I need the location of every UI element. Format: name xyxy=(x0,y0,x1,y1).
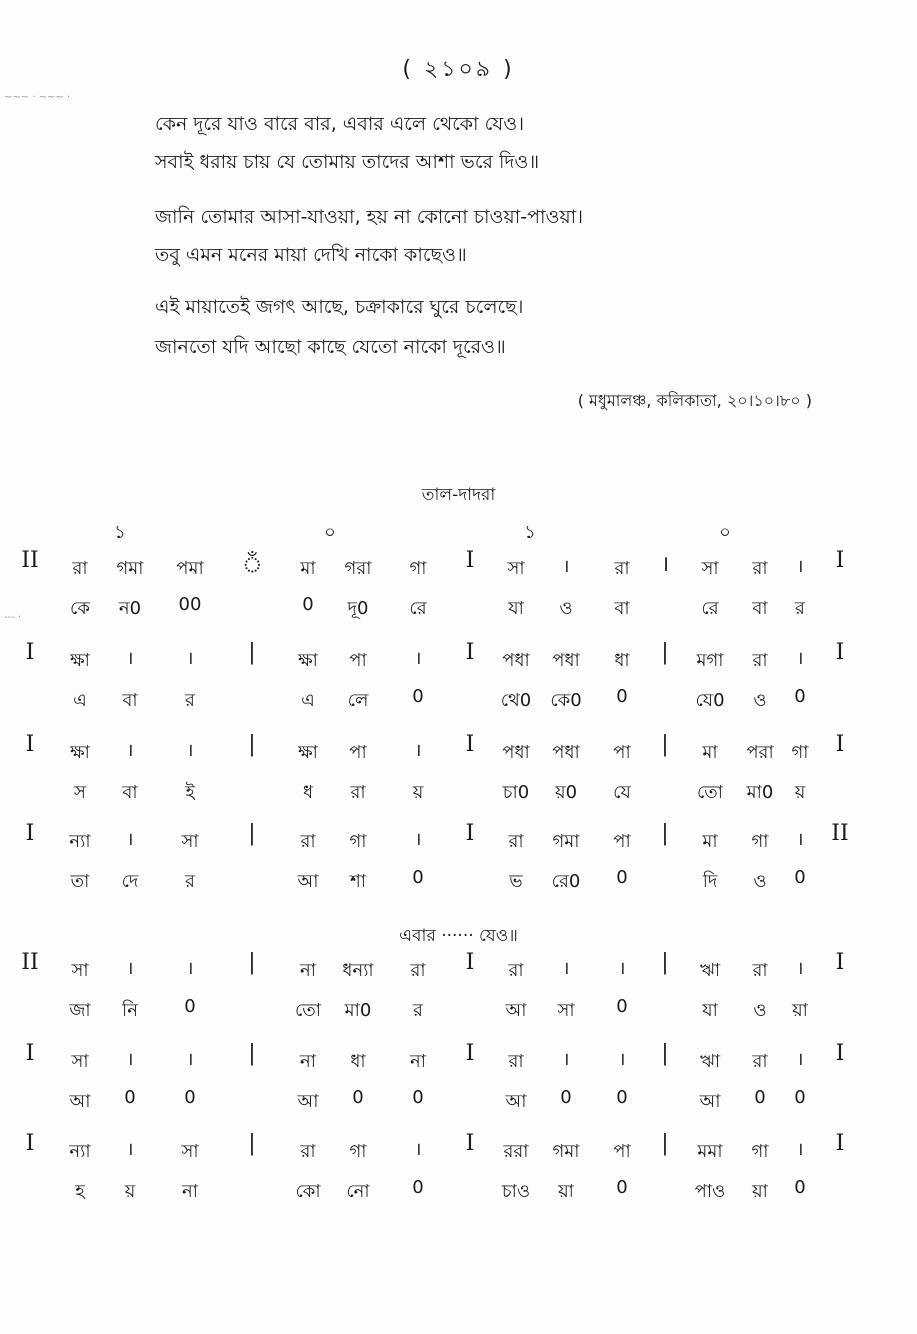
swara-note: ক্ষা xyxy=(298,650,318,671)
lyric-syllable: মা0 xyxy=(746,782,774,803)
swara-note: ক্ষা xyxy=(70,650,90,671)
lyric-syllable: দূ0 xyxy=(347,598,369,619)
swara-note: মা xyxy=(702,742,718,763)
lyric-syllable: ভ xyxy=(509,871,523,892)
swara-note: রা xyxy=(410,960,426,981)
lyric-syllable: 0 xyxy=(184,996,196,1017)
bar-line: I xyxy=(835,732,845,757)
bar-line: | xyxy=(248,1041,256,1066)
swara-note: মগা xyxy=(696,650,724,671)
page-number: ( ২১০৯ ) xyxy=(402,57,515,82)
lyric-syllable: যে0 xyxy=(695,690,725,711)
bar-line: I xyxy=(465,950,475,975)
swara-note: পা xyxy=(349,650,367,671)
swara-note: । xyxy=(796,829,804,850)
swara-note: ন্যা xyxy=(69,1141,91,1162)
lyric-syllable: আ xyxy=(297,1091,319,1112)
swara-note: । xyxy=(126,740,134,761)
bar-line: I xyxy=(835,1131,845,1156)
swara-note: না xyxy=(300,960,316,981)
swara-note: গা xyxy=(349,831,367,852)
swara-note: রা xyxy=(614,558,630,579)
lyric-syllable: য়া xyxy=(792,1000,808,1021)
swara-note: । xyxy=(618,958,626,979)
lyric-syllable: বা xyxy=(614,598,630,619)
bar-line: I xyxy=(465,640,475,665)
swara-note: । xyxy=(414,1139,422,1160)
lyric-syllable: চা0 xyxy=(502,782,530,803)
swara-note: সা xyxy=(71,960,89,981)
swara-note: গমা xyxy=(116,558,144,579)
bar-line: I xyxy=(465,1131,475,1156)
swara-note: রা xyxy=(752,650,768,671)
swara-note: রা xyxy=(72,558,88,579)
swara-note: পধা xyxy=(502,650,530,671)
lyric-syllable: তো xyxy=(696,782,724,803)
bar-line: I xyxy=(465,548,475,573)
swara-note: । xyxy=(186,958,194,979)
lyric-syllable: রে xyxy=(409,598,427,619)
lyric-syllable: 0 xyxy=(184,1087,196,1108)
swara-note: সা xyxy=(71,1051,89,1072)
lyric-syllable: র xyxy=(185,871,195,892)
swara-note: ধা xyxy=(350,1051,366,1072)
swara-note: ধন্যা xyxy=(342,960,374,981)
swara-note: গা xyxy=(349,1141,367,1162)
lyric-syllable: ন0 xyxy=(118,598,142,619)
lyric-syllable: ই xyxy=(185,782,195,803)
swara-note: । xyxy=(562,556,570,577)
lyric-syllable: য় xyxy=(124,1181,136,1202)
swara-note: । xyxy=(126,829,134,850)
lyric-syllable: রে0 xyxy=(551,871,581,892)
swara-note: রা xyxy=(508,1051,524,1072)
bar-line: | xyxy=(248,640,256,665)
swara-note: না xyxy=(300,1051,316,1072)
swara-note: সা xyxy=(507,558,525,579)
lyric-syllable: 0 xyxy=(124,1087,136,1108)
swara-note: রা xyxy=(508,960,524,981)
beat-marker: ১ xyxy=(114,522,126,543)
lyric-line: জানতো যদি আছো কাছে যেতো নাকো দূরেও॥ xyxy=(155,336,506,358)
swara-note: পা xyxy=(349,742,367,763)
lyric-syllable: জা xyxy=(69,1000,91,1021)
lyric-syllable: 0 xyxy=(616,686,628,707)
margin-mark: --- · xyxy=(4,612,22,623)
lyric-syllable: আ xyxy=(297,871,319,892)
lyric-syllable: ও xyxy=(753,690,767,711)
swara-note: । xyxy=(126,1139,134,1160)
lyric-line: তবু এমন মনের মায়া দেখি নাকো কাছেও॥ xyxy=(155,244,467,266)
lyric-syllable: বা xyxy=(122,782,138,803)
bar-line: | xyxy=(661,1131,669,1156)
lyric-syllable: য়0 xyxy=(554,782,578,803)
section-subheading: এবার ······ যেও॥ xyxy=(399,926,518,946)
swara-note: । xyxy=(796,958,804,979)
lyric-syllable: এ xyxy=(73,690,87,711)
lyric-syllable: 0 xyxy=(412,867,424,888)
swara-note: । xyxy=(414,740,422,761)
bar-line: I xyxy=(835,640,845,665)
lyric-syllable: 0 xyxy=(794,1087,806,1108)
bar-line: I xyxy=(25,732,35,757)
swara-note: গমা xyxy=(552,1141,580,1162)
lyric-syllable: 00 xyxy=(178,594,202,615)
lyric-syllable: ধ xyxy=(302,782,314,803)
beat-marker: ০ xyxy=(719,522,731,543)
swara-note: ন্যা xyxy=(69,831,91,852)
lyric-syllable: আ xyxy=(505,1091,527,1112)
bar-line: | xyxy=(661,950,669,975)
swara-note: ক্ষা xyxy=(70,742,90,763)
margin-mark: ~~~ · ~~~ · xyxy=(4,92,71,103)
lyric-syllable: আ xyxy=(699,1091,721,1112)
swara-note: ধা xyxy=(614,650,630,671)
lyric-syllable: র xyxy=(185,690,195,711)
bar-line: I xyxy=(465,1041,475,1066)
swara-note: গরা xyxy=(344,558,372,579)
swara-note: । xyxy=(414,829,422,850)
swara-note: । xyxy=(796,648,804,669)
lyric-line: এই মায়াতেই জগৎ আছে, চক্রাকারে ঘুরে চলেছে। xyxy=(155,296,524,318)
swara-note: গা xyxy=(791,742,809,763)
lyric-syllable: স xyxy=(74,782,86,803)
lyric-syllable: যা xyxy=(702,1000,718,1021)
lyric-syllable: বা xyxy=(122,690,138,711)
lyric-syllable: তা xyxy=(70,871,90,892)
lyric-syllable: নি xyxy=(122,1000,138,1021)
swara-note: গা xyxy=(409,558,427,579)
swara-note: । xyxy=(126,1049,134,1070)
lyric-syllable: 0 xyxy=(616,867,628,888)
lyric-syllable: আ xyxy=(69,1091,91,1112)
lyric-syllable: 0 xyxy=(754,1087,766,1108)
bar-line: I xyxy=(835,950,845,975)
swara-note: । xyxy=(796,556,804,577)
lyric-syllable: কে xyxy=(70,598,90,619)
lyric-syllable: ও xyxy=(753,871,767,892)
lyric-syllable: 0 xyxy=(794,1177,806,1198)
bar-line: | xyxy=(248,950,256,975)
swara-note: পধা xyxy=(552,650,580,671)
swara-note: । xyxy=(618,1049,626,1070)
swara-note: পধা xyxy=(502,742,530,763)
lyric-syllable: 0 xyxy=(794,867,806,888)
swara-note: গা xyxy=(751,831,769,852)
swara-note: । xyxy=(562,958,570,979)
lyric-syllable: রা xyxy=(350,782,366,803)
swara-note: সা xyxy=(181,831,199,852)
swara-note: পরা xyxy=(746,742,774,763)
swara-note: গা xyxy=(751,1141,769,1162)
lyric-syllable: বা xyxy=(752,598,768,619)
bar-line: | xyxy=(661,640,669,665)
swara-note: সা xyxy=(181,1141,199,1162)
lyric-syllable: লে xyxy=(347,690,369,711)
swara-note: পধা xyxy=(552,742,580,763)
lyric-syllable: দি xyxy=(702,871,718,892)
lyric-syllable: য় xyxy=(412,782,424,803)
swara-note: । xyxy=(562,1049,570,1070)
swara-note: । xyxy=(186,648,194,669)
beat-marker: ১ xyxy=(524,522,536,543)
swara-note: ক্ষা xyxy=(298,742,318,763)
swara-note: ঋা xyxy=(699,1051,721,1072)
bar-line: | xyxy=(661,732,669,757)
bar-line: I xyxy=(25,640,35,665)
lyric-syllable: 0 xyxy=(412,686,424,707)
bar-line: I xyxy=(835,548,845,573)
lyric-syllable: নো xyxy=(346,1181,370,1202)
lyric-syllable: র xyxy=(795,598,805,619)
swara-note: রা xyxy=(752,558,768,579)
bar-line: | xyxy=(248,821,256,846)
swara-note: । xyxy=(126,958,134,979)
lyric-syllable: তো xyxy=(294,1000,322,1021)
lyric-syllable: 0 xyxy=(412,1177,424,1198)
swara-note: । xyxy=(126,648,134,669)
swara-note: পা xyxy=(613,831,631,852)
lyric-syllable: যে xyxy=(613,782,631,803)
lyric-syllable: দে xyxy=(121,871,139,892)
lyric-syllable: ও xyxy=(559,598,573,619)
lyric-syllable: হ xyxy=(75,1181,85,1202)
lyric-syllable: থে0 xyxy=(500,690,532,711)
swara-note: রা xyxy=(300,831,316,852)
swara-note: মা xyxy=(702,831,718,852)
lyric-syllable: কো xyxy=(295,1181,321,1202)
bar-line: | xyxy=(248,1131,256,1156)
lyric-line: সবাই ধরায় চায় যে তোমায় তাদের আশা ভরে দিও॥ xyxy=(155,151,540,173)
swara-note: ররা xyxy=(503,1141,529,1162)
lyric-syllable: মা0 xyxy=(344,1000,372,1021)
lyric-syllable: য় xyxy=(794,782,806,803)
swara-note: সা xyxy=(701,558,719,579)
bar-line: | xyxy=(661,1041,669,1066)
lyric-syllable: ও xyxy=(753,1000,767,1021)
swara-note: পমা xyxy=(176,558,204,579)
lyric-syllable: যা xyxy=(508,598,524,619)
lyric-syllable: য়া xyxy=(752,1181,768,1202)
swara-note: পা xyxy=(613,1141,631,1162)
lyric-syllable: 0 xyxy=(302,594,314,615)
bar-line: I xyxy=(465,821,475,846)
lyric-syllable: কে0 xyxy=(550,690,582,711)
lyric-syllable: এ xyxy=(301,690,315,711)
lyric-syllable: পাও xyxy=(694,1181,726,1202)
lyric-syllable: র xyxy=(413,1000,423,1021)
bar-line: I xyxy=(835,1041,845,1066)
bar-line: I xyxy=(25,1131,35,1156)
tala-title: তাল-দাদরা xyxy=(421,485,496,505)
bar-line: I xyxy=(465,732,475,757)
swara-note: ঋা xyxy=(699,960,721,981)
lyric-syllable: 0 xyxy=(616,996,628,1017)
beat-marker: ০ xyxy=(324,522,336,543)
lyric-syllable: চাও xyxy=(501,1181,531,1202)
swara-note: পা xyxy=(613,742,631,763)
swara-note: । xyxy=(186,1049,194,1070)
lyric-line: জানি তোমার আসা-যাওয়া, হয় না কোনো চাওয়া-পাওয়া। xyxy=(155,206,583,228)
bar-line: । xyxy=(660,552,670,577)
lyric-syllable: রে xyxy=(701,598,719,619)
lyric-syllable: শা xyxy=(350,871,366,892)
lyric-syllable: না xyxy=(182,1181,198,1202)
lyric-syllable: 0 xyxy=(352,1087,364,1108)
lyric-syllable: 0 xyxy=(560,1087,572,1108)
swara-note: । xyxy=(796,1139,804,1160)
swara-note: রা xyxy=(752,1051,768,1072)
source-citation: ( মধুমালঞ্চ, কলিকাতা, ২০।১০।৮০ ) xyxy=(577,391,812,410)
swara-note: রা xyxy=(300,1141,316,1162)
swara-note: মমা xyxy=(697,1141,723,1162)
swara-note: রা xyxy=(508,831,524,852)
lyric-syllable: সা xyxy=(557,1000,575,1021)
lyric-syllable: 0 xyxy=(412,1087,424,1108)
lyric-syllable: 0 xyxy=(616,1177,628,1198)
swara-note: রা xyxy=(752,960,768,981)
bar-line: ঁ xyxy=(242,553,263,578)
lyric-syllable: 0 xyxy=(794,686,806,707)
bar-line: II xyxy=(831,821,849,846)
swara-note: গমা xyxy=(552,831,580,852)
lyric-syllable: য়া xyxy=(558,1181,574,1202)
swara-note: । xyxy=(186,740,194,761)
swara-note: মা xyxy=(300,558,316,579)
swara-note: না xyxy=(410,1051,426,1072)
bar-line: II xyxy=(21,950,39,975)
bar-line: | xyxy=(248,732,256,757)
bar-line: I xyxy=(25,821,35,846)
lyric-line: কেন দূরে যাও বারে বার, এবার এলে থেকো যেও। xyxy=(155,113,525,135)
lyric-syllable: 0 xyxy=(616,1087,628,1108)
bar-line: II xyxy=(21,548,39,573)
swara-note: । xyxy=(414,648,422,669)
bar-line: I xyxy=(25,1041,35,1066)
lyric-syllable: আ xyxy=(505,1000,527,1021)
bar-line: | xyxy=(661,821,669,846)
swara-note: । xyxy=(796,1049,804,1070)
